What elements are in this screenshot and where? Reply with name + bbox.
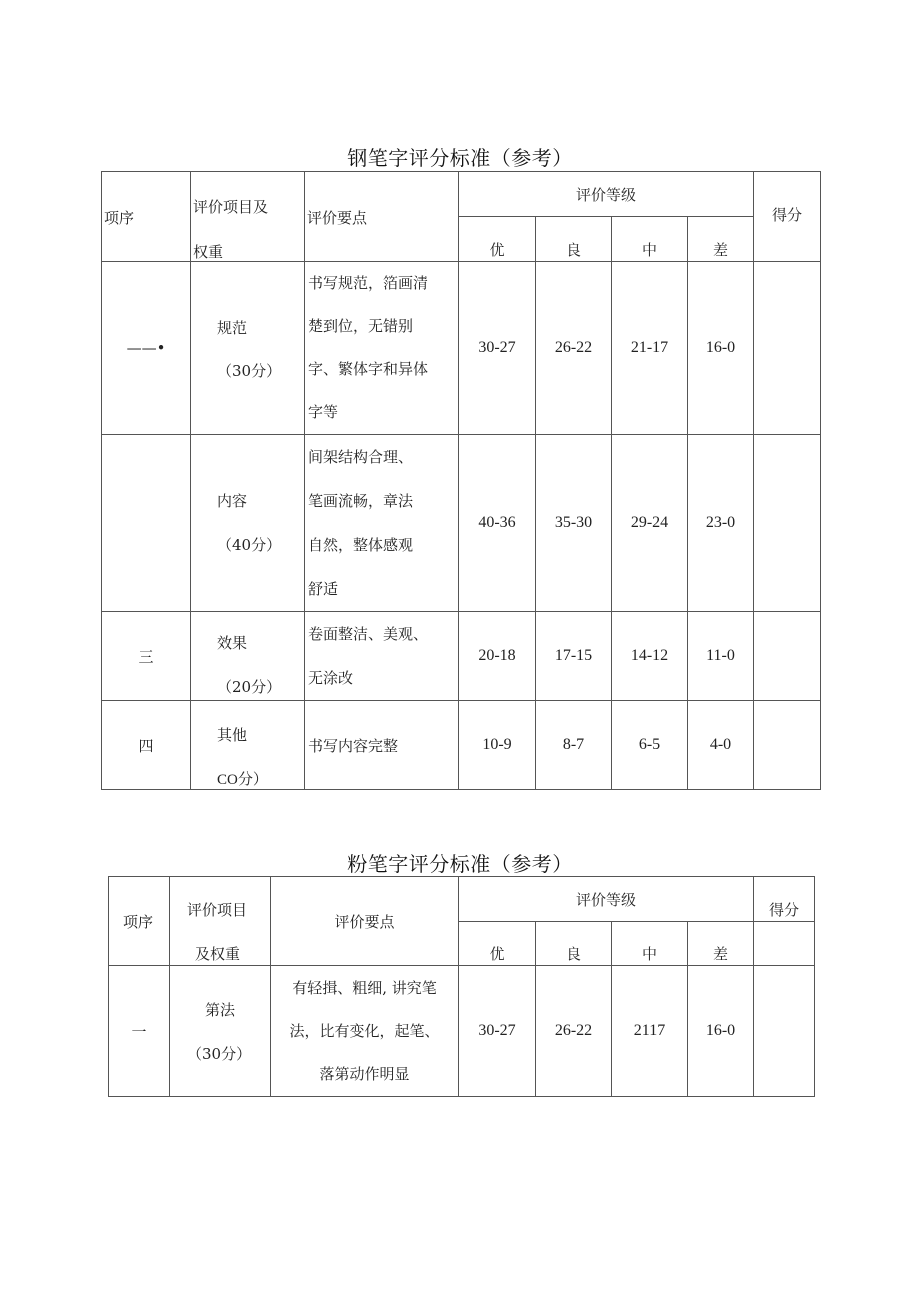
value-poor: 4-0 [688,701,754,790]
row-points: 有轻揖、粗细, 讲究笔 法，比有变化，起笔、 落第动作明显 [271,966,459,1097]
grade-poor: 差 [688,922,754,966]
value-poor: 23-0 [688,435,754,612]
row-no: ——• [102,262,191,435]
header-item-no: 项序 [102,172,191,262]
row-points: 间架结构合理、 笔画流畅，章法 自然，整体感观 舒适 [305,435,459,612]
table-row [109,966,815,1097]
value-medium: 29-24 [612,435,688,612]
header-grade: 评价等级 [459,877,754,922]
grade-poor: 差 [688,217,754,262]
chalk-score-table [108,876,815,1097]
value-medium: 2117 [612,966,688,1097]
score-cell[interactable] [754,612,821,701]
value-poor: 16-0 [688,966,754,1097]
score-cell[interactable] [754,435,821,612]
grade-good: 良 [536,922,612,966]
row-item: 其他 CO分） [191,701,305,790]
header-item-weight: 评价项目 及权重 [170,877,271,966]
header-grade: 评价等级 [459,172,754,217]
table2-title: 粉笔字评分标准（参考） [347,852,573,876]
score-cell[interactable] [754,701,821,790]
row-no: 四 [102,701,191,790]
row-item: 效果 （20分） [191,612,305,701]
row-item: 内容 （40分） [191,435,305,612]
value-medium: 21-17 [612,262,688,435]
row-points: 书写规范，箔画清 楚到位，无错别 字、繁体字和异体 字等 [305,262,459,435]
value-excellent: 30-27 [459,966,536,1097]
header-points: 评价要点 [271,877,459,966]
table-row [102,701,821,790]
header-item-weight: 评价项目及 权重 [191,172,305,262]
table1-title: 钢笔字评分标准（参考） [347,146,573,170]
header-score: 得分 [754,172,821,262]
score-cell[interactable] [754,262,821,435]
row-item: 规范 （30分） [191,262,305,435]
value-poor: 16-0 [688,262,754,435]
score-header-blank [754,922,815,966]
value-poor: 11-0 [688,612,754,701]
grade-good: 良 [536,217,612,262]
row-points: 卷面整洁、美观、 无涂改 [305,612,459,701]
value-good: 26-22 [536,262,612,435]
table-row [102,435,821,612]
value-excellent: 40-36 [459,435,536,612]
value-good: 26-22 [536,966,612,1097]
value-medium: 14-12 [612,612,688,701]
value-medium: 6-5 [612,701,688,790]
grade-medium: 中 [612,217,688,262]
header-points: 评价要点 [305,172,459,262]
grade-medium: 中 [612,922,688,966]
grade-excellent: 优 [459,217,536,262]
row-no: 一 [109,966,170,1097]
grade-excellent: 优 [459,922,536,966]
table-row [102,262,821,435]
row-points: 书写内容完整 [305,701,459,790]
value-good: 35-30 [536,435,612,612]
score-cell[interactable] [754,966,815,1097]
value-good: 17-15 [536,612,612,701]
value-excellent: 30-27 [459,262,536,435]
row-item: 第法 （30分） [170,966,271,1097]
value-excellent: 10-9 [459,701,536,790]
value-good: 8-7 [536,701,612,790]
row-no: 三 [102,612,191,701]
row-no [102,435,191,612]
header-score: 得分 [754,877,815,922]
value-excellent: 20-18 [459,612,536,701]
table-row [102,612,821,701]
pen-score-table [101,171,821,790]
header-item-no: 项序 [109,877,170,966]
